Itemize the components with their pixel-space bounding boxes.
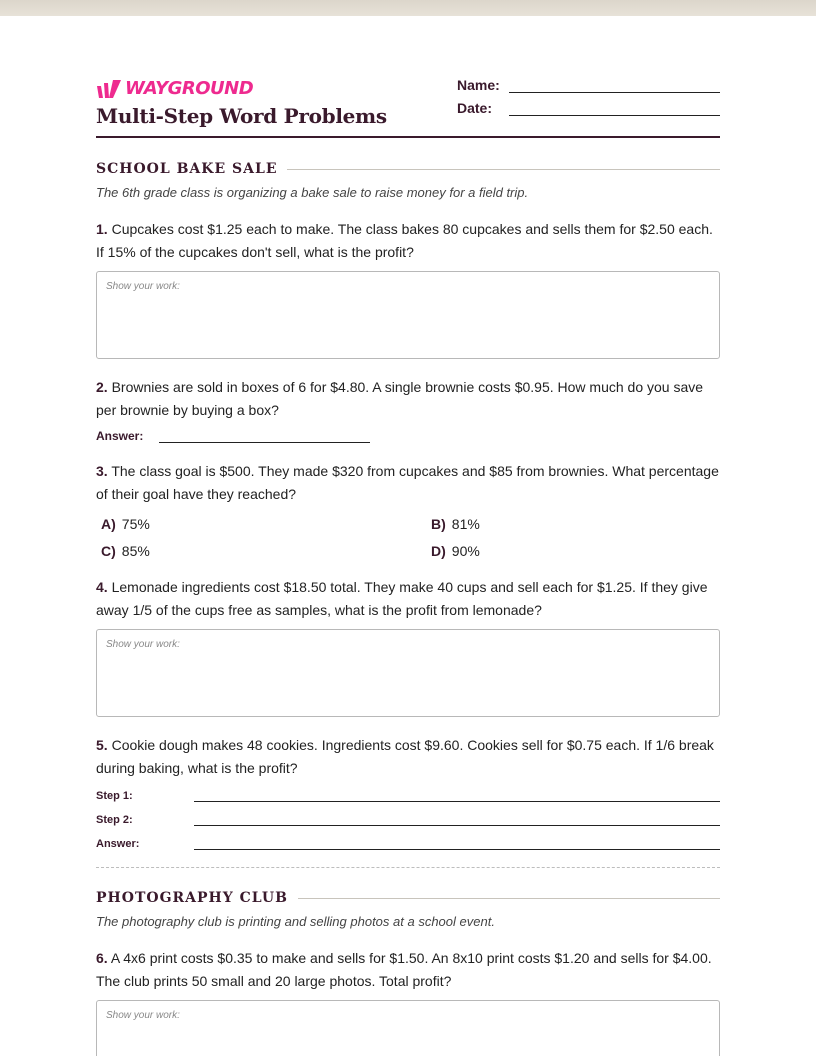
question-number: 2. — [96, 379, 108, 395]
work-label: Show your work: — [106, 281, 180, 292]
question-number: 1. — [96, 221, 108, 237]
choice-letter: D) — [431, 543, 446, 559]
choice-text: 75% — [121, 516, 150, 532]
work-box-6[interactable] — [96, 1000, 720, 1056]
question-number: 5. — [96, 737, 108, 753]
section-rule — [287, 169, 720, 170]
choice-text: 85% — [121, 543, 150, 559]
step-label: Step 1: — [96, 790, 133, 802]
choice-d[interactable] — [431, 544, 725, 559]
question-text: A 4x6 print costs $0.35 to make and sells for $1.50. An 8x10 print costs $1.20 and sells for $4.00. The club prints 50 small and 20 large photos. Total profit? — [96, 950, 712, 989]
page-top-edge — [0, 0, 816, 16]
choice-text: 81% — [451, 516, 480, 532]
step-label: Step 2: — [96, 814, 133, 826]
work-label: Show your work: — [106, 639, 180, 650]
date-field — [457, 100, 720, 116]
section-heading — [96, 888, 720, 908]
brand-logo — [96, 78, 253, 100]
name-field — [457, 77, 720, 93]
question-2 — [96, 376, 720, 422]
section-bake-sale — [96, 159, 720, 201]
question-number: 6. — [96, 950, 108, 966]
question-6 — [96, 947, 720, 993]
name-line[interactable] — [509, 79, 720, 93]
choice-text: 90% — [451, 543, 480, 559]
step-row — [96, 826, 720, 850]
section-title: PHOTOGRAPHY CLUB — [96, 890, 288, 906]
question-text: Brownies are sold in boxes of 6 for $4.80. A single brownie costs $0.95. How much do you save per brownie by buying a box? — [96, 379, 704, 418]
question-text: Lemonade ingredients cost $18.50 total. They make 40 cups and sell each for $1.25. If they give away 1/5 of the cups free as samples, what is the profit from lemonade? — [96, 579, 708, 618]
question-5 — [96, 734, 720, 780]
choice-c[interactable] — [101, 544, 431, 559]
question-number: 3. — [96, 463, 108, 479]
question-3 — [96, 460, 720, 506]
work-box-4[interactable] — [96, 629, 720, 717]
step-line[interactable] — [194, 790, 720, 802]
section-rule — [298, 898, 720, 899]
answer-label: Answer: — [96, 429, 144, 443]
section-intro: The 6th grade class is organizing a bake sale to raise money for a field trip. — [96, 185, 529, 200]
section-title: SCHOOL BAKE SALE — [96, 161, 278, 177]
step-row — [96, 778, 720, 802]
question-number: 4. — [96, 579, 108, 595]
date-label: Date: — [457, 100, 493, 116]
section-heading — [96, 159, 720, 179]
question-text: The class goal is $500. They made $320 from cupcakes and $85 from brownies. What percentage of their goal have they reached? — [96, 463, 719, 502]
page-title: Multi-Step Word Problems — [96, 104, 387, 128]
choice-letter: A) — [101, 516, 116, 532]
steps-5 — [96, 778, 720, 850]
answer-row-2 — [96, 423, 720, 443]
wayground-mark-icon — [96, 79, 122, 99]
step-row — [96, 802, 720, 826]
choice-b[interactable] — [431, 517, 725, 532]
name-label: Name: — [457, 77, 500, 93]
question-text: Cupcakes cost $1.25 each to make. The class bakes 80 cupcakes and sells them for $2.50 each. If 15% of the cupcakes don't sell, what is the profit? — [96, 221, 713, 260]
question-text: Cookie dough makes 48 cookies. Ingredients cost $9.60. Cookies sell for $0.75 each. If 1/6 break during baking, what is the profit? — [96, 737, 714, 776]
step-label: Answer: — [96, 838, 140, 850]
section-divider — [96, 867, 720, 868]
question-4 — [96, 576, 720, 622]
date-line[interactable] — [509, 102, 720, 116]
brand-name: WAYGROUND — [125, 78, 254, 99]
section-photography-club — [96, 888, 720, 930]
worksheet-header — [96, 16, 720, 138]
choice-a[interactable] — [101, 517, 431, 532]
step-line[interactable] — [194, 814, 720, 826]
answer-line[interactable] — [159, 429, 370, 443]
worksheet-page — [96, 16, 720, 1056]
work-box-1[interactable] — [96, 271, 720, 359]
question-1 — [96, 218, 720, 264]
step-line[interactable] — [194, 838, 720, 850]
choice-letter: C) — [101, 543, 116, 559]
work-label: Show your work: — [106, 1010, 180, 1021]
choice-letter: B) — [431, 516, 446, 532]
choices-3 — [96, 517, 720, 559]
section-intro: The photography club is printing and selling photos at a school event. — [96, 914, 495, 929]
